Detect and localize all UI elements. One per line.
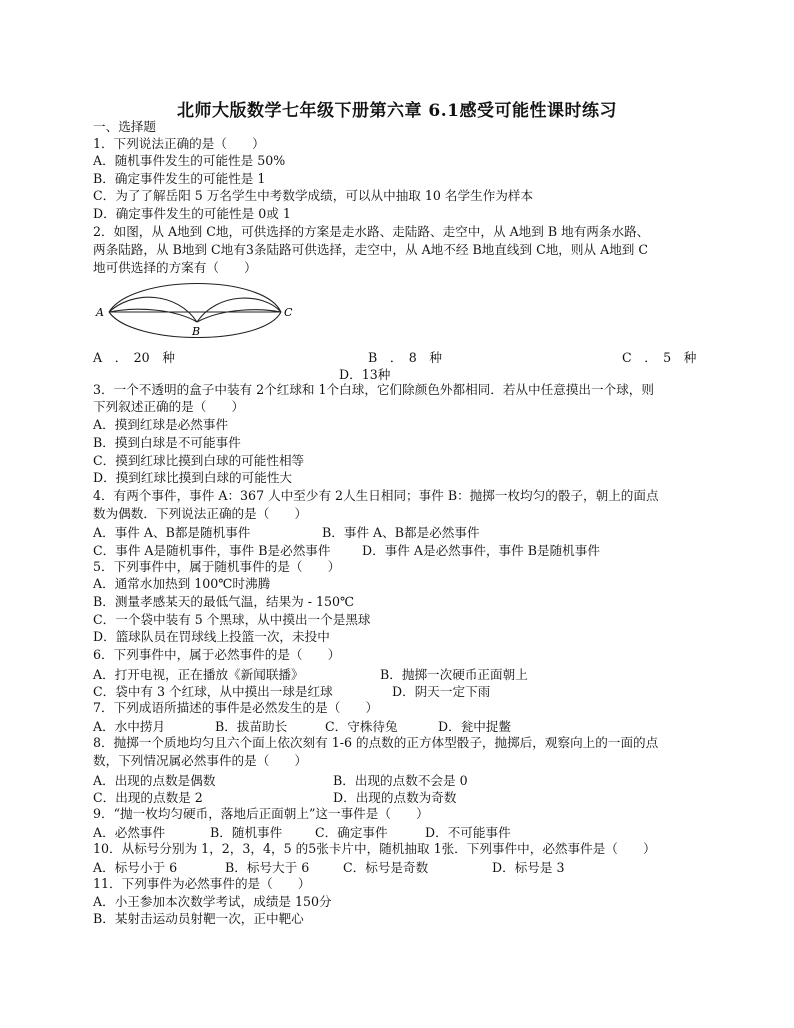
q5-stem: 5．下列事件中，属于随机事件的是（ ） <box>93 559 341 574</box>
q3-stem-line1: 3．一个不透明的盒子中装有 2个红球和 1个白球，它们除颜色外都相同．若从中任意摸出一个球，则 <box>93 382 654 397</box>
q5-option-d: D．篮球队员在罚球线上投篮一次，未投中 <box>93 629 330 644</box>
q11-stem: 11．下列事件为必然事件的是（ ） <box>93 876 311 891</box>
q10-stem: 10．从标号分别为 1，2，3，4，5 的5张卡片中，随机抽取 1张．下列事件中，必然事件是（ ） <box>93 841 656 856</box>
q8-option-c: C．出现的点数是 2 <box>93 790 203 805</box>
q10-option-c: C．标号是奇数 <box>343 860 429 875</box>
q6-option-d: D．阴天一定下雨 <box>392 684 491 699</box>
q6-stem: 6．下列事件中，属于必然事件的是（ ） <box>93 647 341 662</box>
q3-option-d: D．摸到红球比摸到白球的可能性大 <box>93 470 293 485</box>
q2-stem-line1: 2．如图，从 A地到 C地，可供选择的方案是走水路、走陆路、走空中，从 A地到 B 地有两条水路、 <box>93 224 650 239</box>
q4-option-b: B．事件 A、B都是必然事件 <box>322 525 480 540</box>
route-air-top <box>109 284 281 313</box>
q1-option-a: A．随机事件发生的可能性是 50% <box>93 153 286 168</box>
q8-stem-line1: 8．抛掷一个质地均匀且六个面上依次刻有 1-6 的点数的正方体型骰子，抛掷后，观察向上的一面的点 <box>93 735 659 750</box>
q3-stem-line2: 下列叙述正确的是（ ） <box>93 399 245 414</box>
q2-option-c: C ． 5 种 <box>622 350 697 365</box>
q3-option-c: C．摸到红球比摸到白球的可能性相等 <box>93 453 305 468</box>
q9-option-b: B．随机事件 <box>210 825 283 840</box>
q4-option-c: C．事件 A是随机事件，事件 B是必然事件 <box>93 543 331 558</box>
q9-option-d: D．不可能事件 <box>425 825 511 840</box>
q1-option-b: B．确定事件发生的可能性是 1 <box>93 171 266 186</box>
q9-stem: 9．“抛一枚均匀硬币，落地后正面朝上”这一事件是（ ） <box>93 806 429 821</box>
q8-stem-line2: 数，下列情况属必然事件的是（ ） <box>93 753 308 768</box>
q6-option-b: B．抛掷一次硬币正面朝上 <box>380 667 528 682</box>
q7-stem: 7．下列成语所描述的事件是必然发生的是（ ） <box>93 700 379 715</box>
route-ab-lower <box>109 309 197 322</box>
q4-stem-line2: 数为偶数．下列说法正确的是（ ） <box>93 506 308 521</box>
q2-stem-line2: 两条陆路，从 B地到 C地有3条陆路可供选择，走空中，从 A地不经 B地直线到 C地，则从 A地到 C <box>93 242 649 257</box>
q8-option-a: A．出现的点数是偶数 <box>93 773 216 788</box>
q9-option-a: A．必然事件 <box>93 825 166 840</box>
q9-option-c: C．确定事件 <box>315 825 388 840</box>
route-diagram <box>93 276 303 338</box>
q7-option-c: C．守株待兔 <box>325 719 398 734</box>
q4-option-d: D．事件 A是必然事件，事件 B是随机事件 <box>362 543 600 558</box>
q3-option-a: A．摸到红球是必然事件 <box>93 417 229 432</box>
q1-stem: 1．下列说法正确的是（ ） <box>93 136 265 151</box>
q1-option-d: D．确定事件发生的可能性是 0或 1 <box>93 206 291 221</box>
q7-option-a: A．水中捞月 <box>93 719 166 734</box>
q5-option-a: A．通常水加热到 100℃时沸腾 <box>93 576 271 591</box>
q7-option-d: D．瓮中捉鳖 <box>438 719 512 734</box>
q11-option-a: A．小王参加本次数学考试，成绩是 150分 <box>93 894 332 909</box>
q2-option-a: A ． 20 种 <box>93 350 175 365</box>
q2-stem-line3: 地可供选择的方案有（ ） <box>93 260 257 275</box>
q1-option-c: C．为了了解岳阳 5 万名学生中考数学成绩，可以从中抽取 10 名学生作为样本 <box>93 188 534 203</box>
q6-option-a: A．打开电视，正在播放《新闻联播》 <box>93 667 304 682</box>
q10-option-d: D．标号是 3 <box>492 860 565 875</box>
q8-option-b: B．出现的点数不会是 0 <box>333 773 468 788</box>
q10-option-a: A．标号小于 6 <box>93 860 178 875</box>
q4-stem-line1: 4．有两个事件，事件 A：367 人中至少有 2人生日相同；事件 B：抛掷一枚均匀的骰子，朝上的面点 <box>93 488 659 503</box>
section-heading: 一、选择题 <box>93 119 156 134</box>
q11-option-b: B．某射击运动员射靶一次，正中靶心 <box>93 911 304 926</box>
q8-option-d: D．出现的点数为奇数 <box>333 790 457 805</box>
q10-option-b: B．标号大于 6 <box>225 860 310 875</box>
q4-option-a: A．事件 A、B都是随机事件 <box>93 525 251 540</box>
q2-option-d: D．13种 <box>339 367 391 382</box>
point-c-label: C <box>284 306 293 319</box>
q5-option-b: B．测量孝感某天的最低气温，结果为 - 150℃ <box>93 594 355 609</box>
q5-option-c: C．一个袋中装有 5 个黑球，从中摸出一个是黑球 <box>93 612 371 627</box>
q7-option-b: B．拔苗助长 <box>215 719 288 734</box>
q2-option-b: B ． 8 种 <box>368 350 442 365</box>
point-b-label: B <box>192 325 201 338</box>
q6-option-c: C．袋中有 3 个红球，从中摸出一球是红球 <box>93 684 333 699</box>
page-title: 北师大版数学七年级下册第六章 6.1感受可能性课时练习 <box>177 101 617 121</box>
q3-option-b: B．摸到白球是不可能事件 <box>93 435 241 450</box>
point-a-label: A <box>96 306 104 319</box>
